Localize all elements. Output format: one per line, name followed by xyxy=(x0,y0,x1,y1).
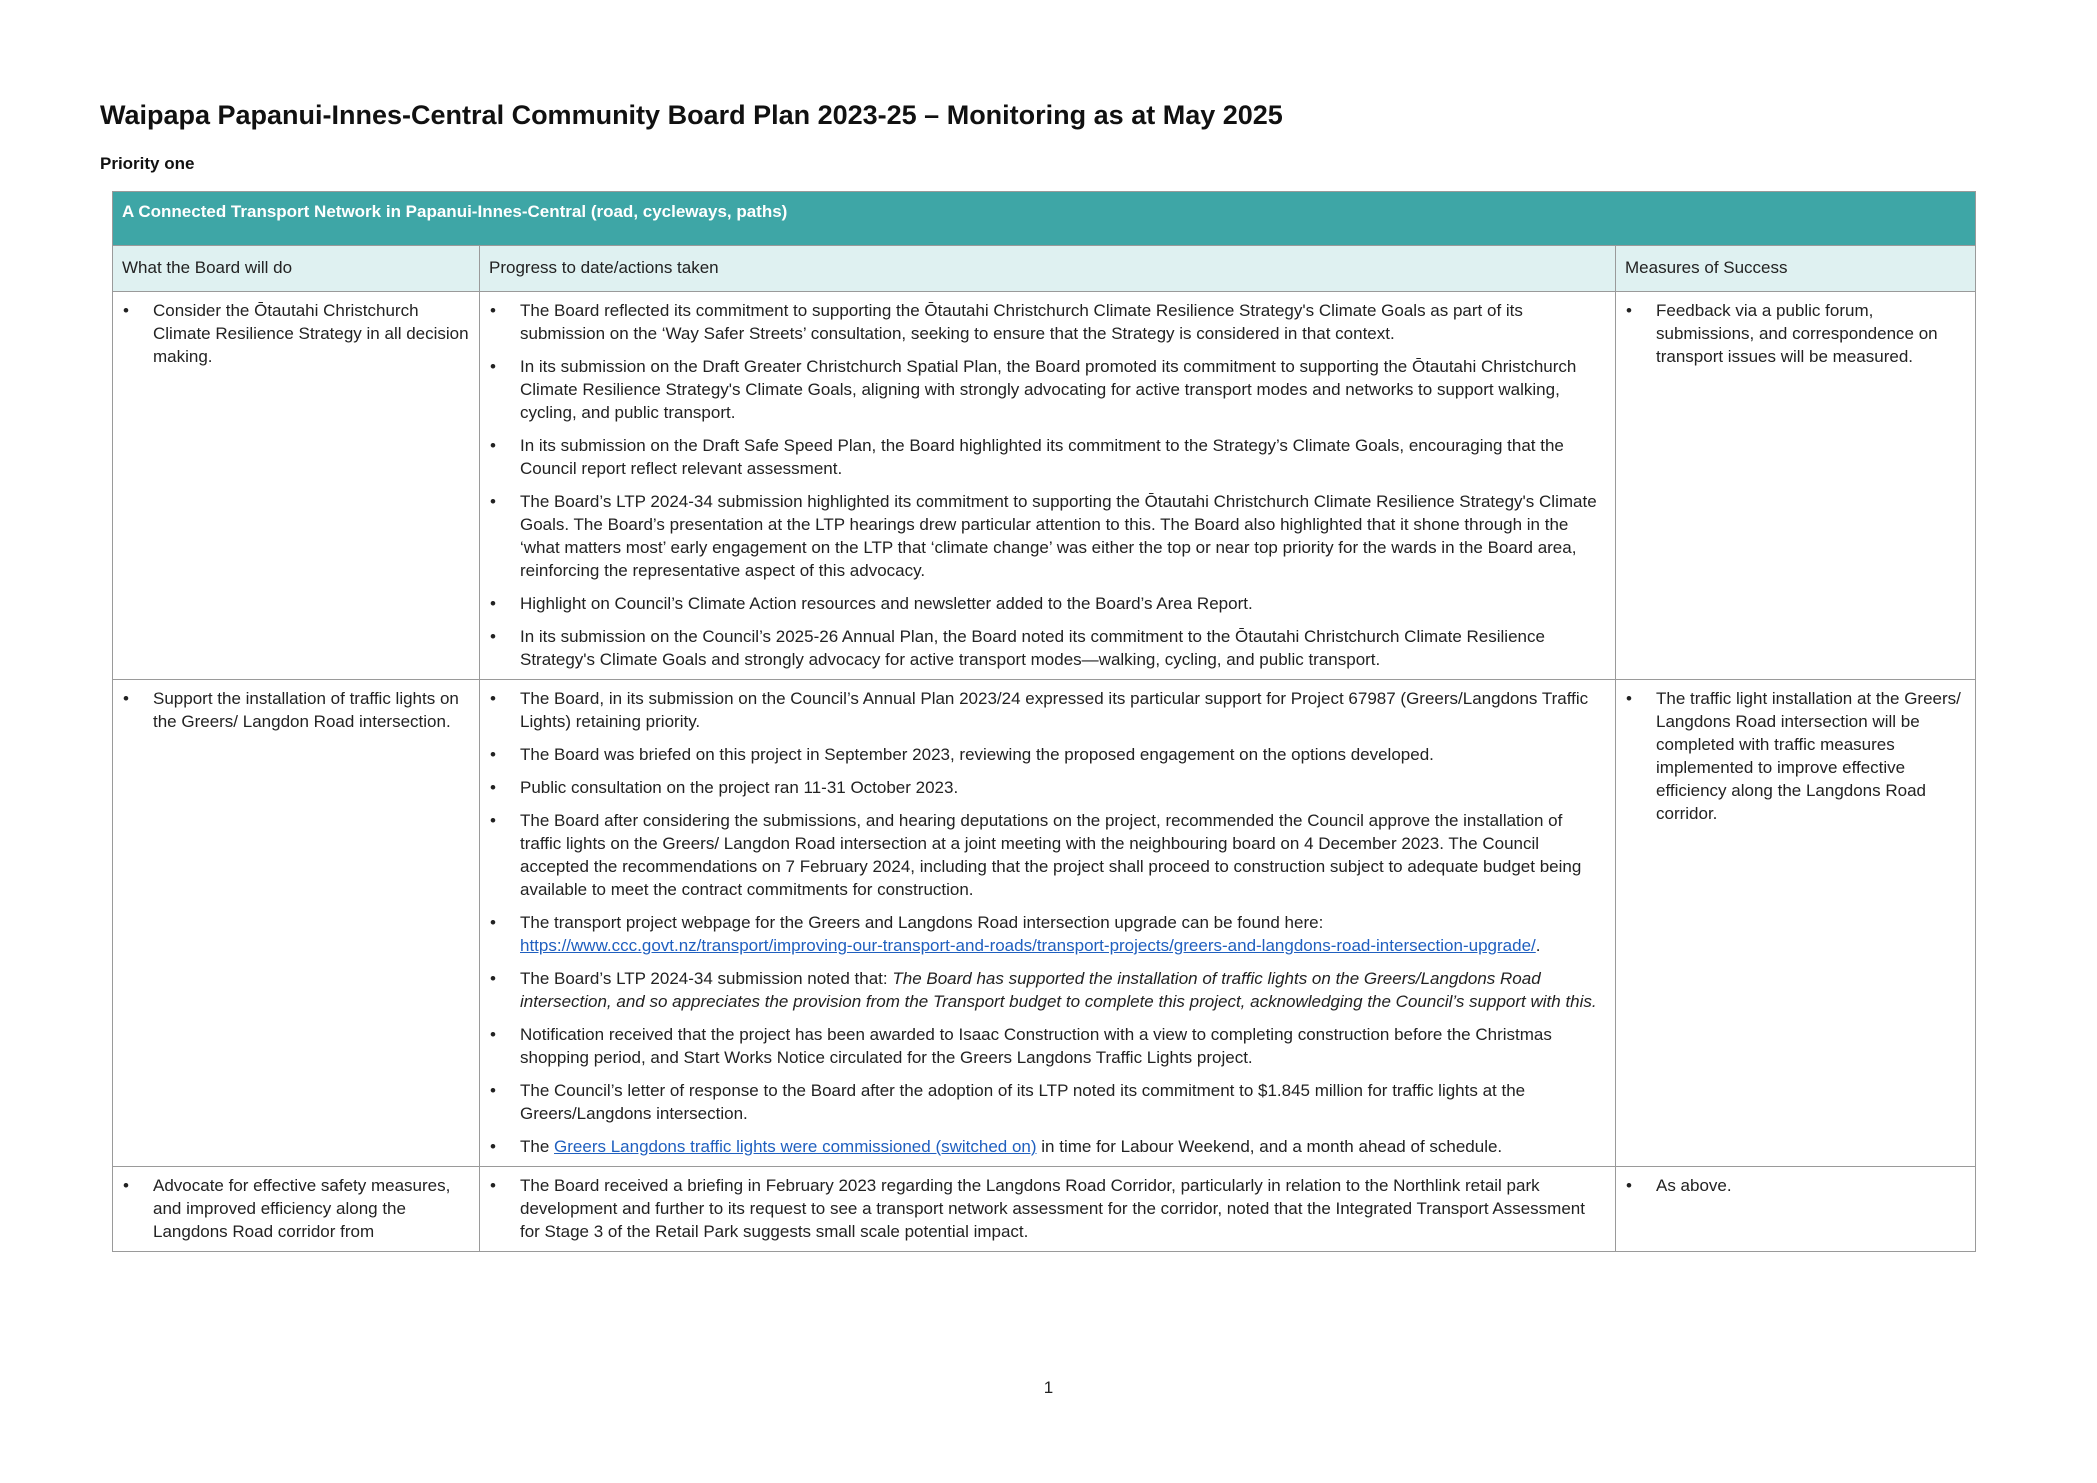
progress-cell xyxy=(480,1167,1616,1252)
measure-cell xyxy=(1616,680,1976,1167)
priority-label: Priority one xyxy=(100,154,195,173)
list-item: • Highlight on Council’s Climate Action resources and newsletter added to the Board’s Area Report. xyxy=(490,594,1253,613)
action-cell xyxy=(113,292,480,680)
list-item: • In its submission on the Draft Greater Christchurch Spatial Plan, the Board promoted its commitment to supporting the Ōtautahi Christchurch Climate Resilience Strategy's Climate Goals, aligning with strongly advocating for active transport modes and networks to support walking, cycling, and public transport. xyxy=(490,357,1577,422)
list-item: • The Board after considering the submissions, and hearing deputations on the project, recommended the Council approve the installation of traffic lights on the Greers/ Langdon Road intersection at a joint meeting with the neighbouring board on 4 December 2023. The Council accepted the recommendations on 7 February 2024, including that the project shall proceed to construction subject to adequate budget being available to meet the contract commitments for construction. xyxy=(490,811,1582,899)
action-cell xyxy=(113,680,480,1167)
list-item: • The transport project webpage for the Greers and Langdons Road intersection upgrade can be found here: https://www.ccc.govt.nz/transport/improving-our-transport-and-roads/transport-projects/greers-and-langdons-road-intersection-upgrade/. xyxy=(490,913,1541,955)
list-item: • The Board received a briefing in February 2023 regarding the Langdons Road Corridor, particularly in relation to the Northlink retail park development and further to its request to see a transport network assessment for the corridor, noted that the Integrated Transport Assessment for Stage 3 of the Retail Park suggests small scale potential impact. xyxy=(490,1176,1585,1241)
list-item: • The traffic light installation at the Greers/ Langdons Road intersection will be completed with traffic measures implemented to improve effective efficiency along the Langdons Road corridor. xyxy=(1626,689,1961,823)
table-row xyxy=(113,1167,1976,1252)
list-item: • The Board’s LTP 2024-34 submission noted that: The Board has supported the installation of traffic lights on the Greers/Langdons Road intersection, and so appreciates the provision from the Transport budget to complete this project, acknowledging the Council’s support with this. xyxy=(490,969,1597,1011)
list-item: • Notification received that the project has been awarded to Isaac Construction with a view to completing construction before the Christmas shopping period, and Start Works Notice circulated for the Greers Langdons Traffic Lights project. xyxy=(490,1025,1552,1067)
measure-cell xyxy=(1616,1167,1976,1252)
progress-cell xyxy=(480,292,1616,680)
list-item: • The Board’s LTP 2024-34 submission highlighted its commitment to supporting the Ōtautahi Christchurch Climate Resilience Strategy's Climate Goals. The Board’s presentation at the LTP hearings drew particular attention to this. The Board also highlighted that it shone through in the ‘what matters most’ early engagement on the LTP that ‘climate change’ was either the top or near top priority for the wards in the Board area, reinforcing the representative aspect of this advocacy. xyxy=(490,492,1597,580)
list-item: • The Board reflected its commitment to supporting the Ōtautahi Christchurch Climate Resilience Strategy's Climate Goals as part of its submission on the ‘Way Safer Streets’ consultation, seeking to ensure that the Strategy is considered in that context. xyxy=(490,301,1523,343)
list-item: • Feedback via a public forum, submissions, and correspondence on transport issues will be measured. xyxy=(1626,301,1938,366)
column-header-progress: Progress to date/actions taken xyxy=(480,246,1616,292)
list-item: • As above. xyxy=(1626,1176,1732,1195)
list-item: • The Council’s letter of response to the Board after the adoption of its LTP noted its commitment to $1.845 million for traffic lights at the Greers/Langdons intersection. xyxy=(490,1081,1526,1123)
project-webpage-link[interactable]: https://www.ccc.govt.nz/transport/improving-our-transport-and-roads/transport-projects/greers-and-langdons-road-intersection-upgrade/ xyxy=(520,936,1536,955)
page-number: 1 xyxy=(1043,1378,1054,1397)
measure-cell xyxy=(1616,292,1976,680)
page-title: Waipapa Papanui-Innes-Central Community Board Plan 2023-25 – Monitoring as at May 2025 xyxy=(100,100,1283,130)
list-item: • In its submission on the Draft Safe Speed Plan, the Board highlighted its commitment to the Strategy’s Climate Goals, encouraging that the Council report reflect relevant assessment. xyxy=(490,436,1564,478)
action-cell xyxy=(113,1167,480,1252)
list-item: • Support the installation of traffic lights on the Greers/ Langdon Road intersection. xyxy=(123,689,459,731)
ltp-quote: The Board has supported the installation of traffic lights on the Greers/Langdons Road intersection, and so appreciates the provision from the Transport budget to complete this project, acknowledging the Council’s support with this. xyxy=(520,969,1597,1011)
column-header-measures: Measures of Success xyxy=(1616,246,1976,292)
plan-table xyxy=(112,191,1976,1252)
list-item: • The Board was briefed on this project in September 2023, reviewing the proposed engagement on the options developed. xyxy=(490,745,1434,764)
list-item: • Public consultation on the project ran 11-31 October 2023. xyxy=(490,778,959,797)
list-item: • In its submission on the Council’s 2025-26 Annual Plan, the Board noted its commitment to the Ōtautahi Christchurch Climate Resilience Strategy's Climate Goals and strongly advocacy for active transport modes—walking, cycling, and public transport. xyxy=(490,627,1545,669)
list-item: • The Greers Langdons traffic lights were commissioned (switched on) in time for Labour Weekend, and a month ahead of schedule. xyxy=(490,1137,1503,1156)
table-row xyxy=(113,680,1976,1167)
list-item: • Consider the Ōtautahi Christchurch Climate Resilience Strategy in all decision making. xyxy=(123,301,469,366)
progress-cell xyxy=(480,680,1616,1167)
list-item: • The Board, in its submission on the Council’s Annual Plan 2023/24 expressed its particular support for Project 67987 (Greers/Langdons Traffic Lights) retaining priority. xyxy=(490,689,1589,731)
list-item: • Advocate for effective safety measures, and improved efficiency along the Langdons Road corridor from xyxy=(123,1176,451,1241)
table-row xyxy=(113,292,1976,680)
column-header-action: What the Board will do xyxy=(113,246,480,292)
traffic-lights-commissioned-link[interactable]: Greers Langdons traffic lights were commissioned (switched on) xyxy=(554,1137,1037,1156)
section-heading: A Connected Transport Network in Papanui-Innes-Central (road, cycleways, paths) xyxy=(113,192,1976,246)
